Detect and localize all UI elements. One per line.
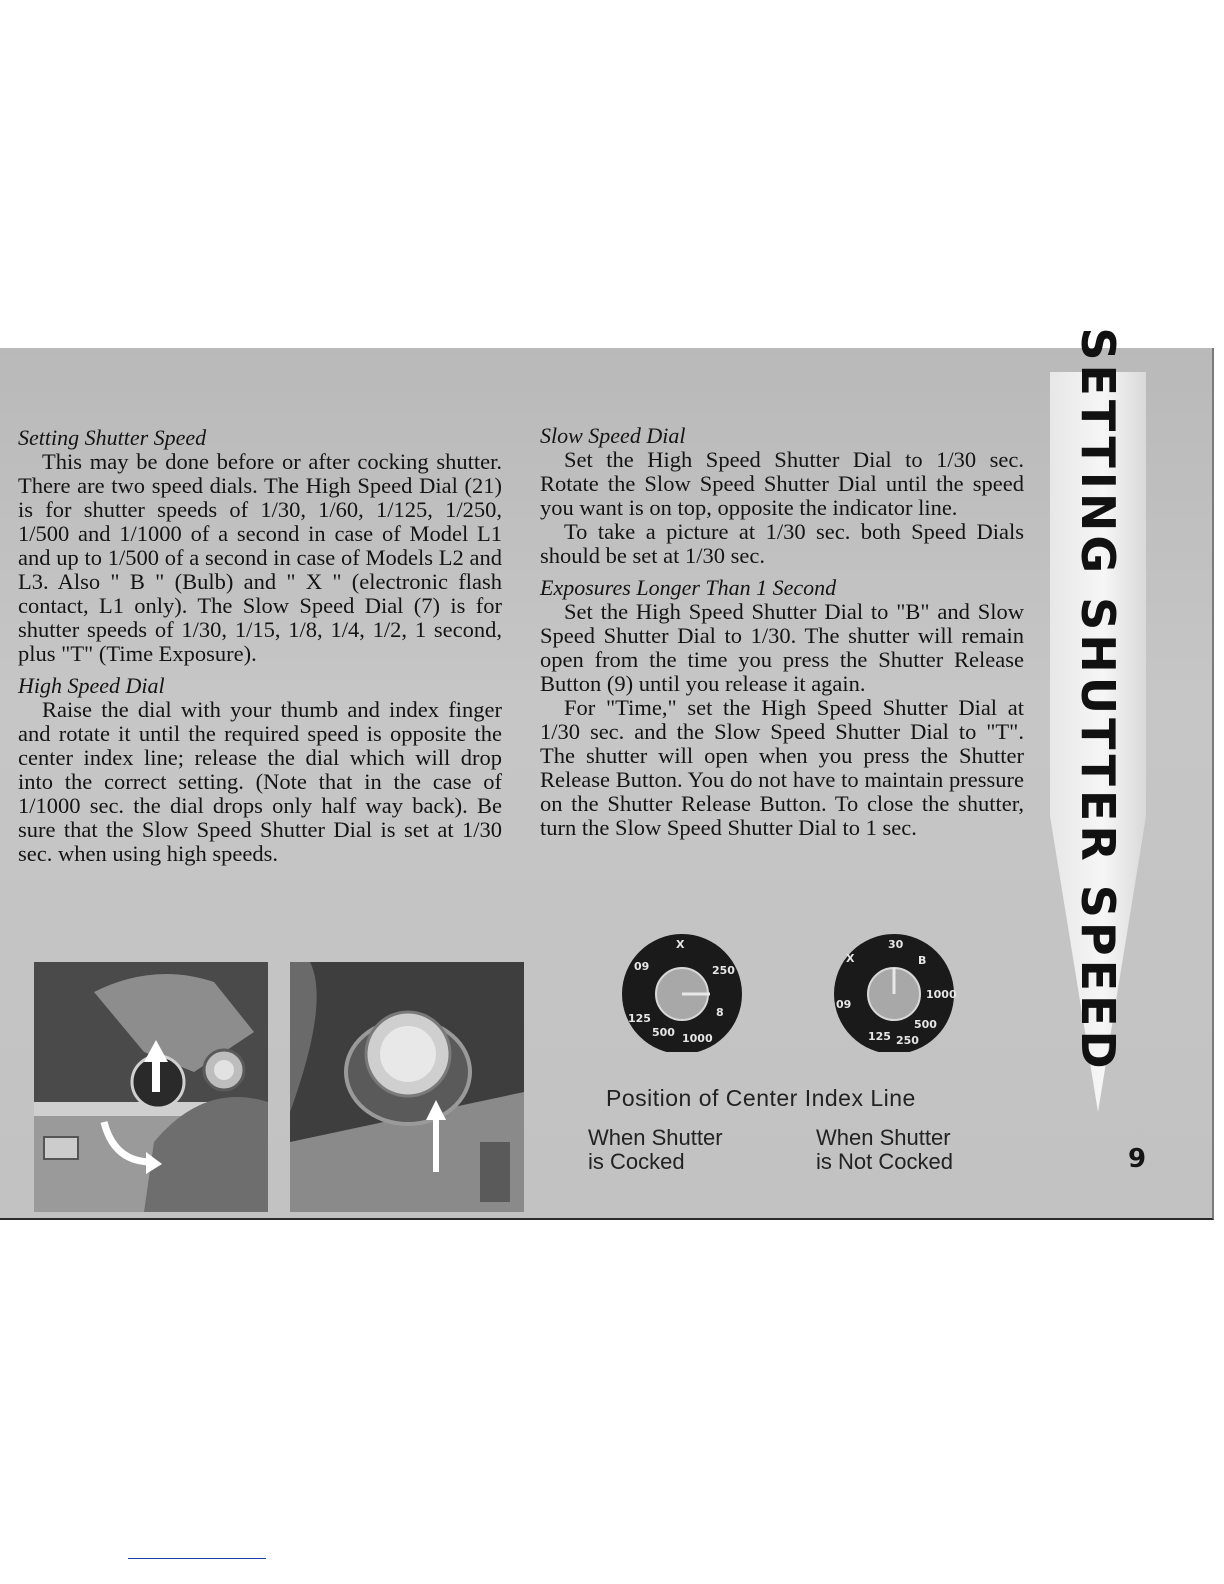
dial-not-cocked-mark: 1000	[926, 988, 957, 1001]
slow-speed-section	[540, 424, 1024, 568]
long-exposure-section	[540, 576, 1024, 840]
dial-cocked-mark: 8	[716, 1006, 724, 1019]
side-title: SETTING SHUTTER SPEED	[1071, 327, 1125, 1073]
high-speed-section	[18, 674, 502, 866]
caption-cocked-line-2: is Cocked	[588, 1149, 685, 1174]
caption-not-cocked-line-1: When Shutter	[816, 1125, 951, 1150]
slow-speed-body-1: Set the High Speed Shutter Dial to 1/30 sec. Rotate the Slow Speed Shutter Dial until the speed you want is on top, opposite the indicator line.	[540, 447, 1024, 520]
dial-cocked-mark: 125	[628, 1012, 651, 1025]
caption-not-cocked	[816, 1126, 953, 1174]
setting-body: This may be done before or after cocking shutter. There are two speed dials. The High Speed Dial (21) is for shutter speeds of 1/30, 1/60, 1/125, 1/250, 1/500 and 1/1000 of a second in case of Model L1 and up to 1/500 of a second in case of Models L2 and L3. Also " B " (Bulb) and " X " (electronic flash contact, L1 only). The Slow Speed Dial (7) is for shutter speeds of 1/30, 1/15, 1/8, 1/4, 1/2, 1 second, plus "T" (Time Exposure).	[18, 449, 502, 666]
dial-not-cocked-mark: 500	[914, 1018, 937, 1031]
caption-not-cocked-line-2: is Not Cocked	[816, 1149, 953, 1174]
caption-title: Position of Center Index Line	[606, 1085, 916, 1111]
setting-section	[18, 426, 502, 666]
dial-cocked-mark: 09	[634, 960, 650, 973]
dial-cocked-diagram	[612, 932, 752, 1057]
dial-not-cocked-mark: 30	[888, 938, 904, 951]
left-column	[18, 426, 502, 874]
camera-dial-illustration	[290, 962, 524, 1212]
dial-not-cocked-mark: 09	[836, 998, 852, 1011]
slow-speed-body-2: To take a picture at 1/30 sec. both Speed Dials should be set at 1/30 sec.	[540, 519, 1024, 568]
dial-not-cocked-mark: 125	[868, 1030, 891, 1043]
footer-rule	[128, 1558, 266, 1559]
high-speed-heading: High Speed Dial	[18, 673, 165, 698]
caption-cocked	[588, 1126, 723, 1174]
long-exposure-heading: Exposures Longer Than 1 Second	[540, 575, 837, 600]
dial-not-cocked-mark: X	[846, 952, 855, 965]
slow-speed-heading: Slow Speed Dial	[540, 423, 686, 448]
dial-cocked-mark: X	[676, 938, 685, 951]
dial-not-cocked-mark: 250	[896, 1034, 919, 1047]
photo-raising-dial	[34, 962, 268, 1212]
dial-not-cocked-diagram	[824, 932, 964, 1057]
dial-not-cocked-mark: B	[918, 954, 927, 967]
caption-cocked-line-1: When Shutter	[588, 1125, 723, 1150]
camera-hand-illustration	[34, 962, 268, 1212]
setting-heading: Setting Shutter Speed	[18, 425, 207, 450]
dial-cocked-mark: 250	[712, 964, 735, 977]
high-speed-body: Raise the dial with your thumb and index finger and rotate it until the required speed is opposite the center index line; release the dial which will drop into the correct setting. (Note that in the case of 1/1000 sec. the dial drops only half way back). Be sure that the Slow Speed Shutter Dial is set at 1/30 sec. when using high speeds.	[18, 697, 502, 866]
long-exposure-body-2: For "Time," set the High Speed Shutter Dial at 1/30 sec. and the Slow Speed Shutter Dial to "T". The shutter will open when you press the Shutter Release Button. You do not have to maintain pressure on the Shutter Release Button. To close the shutter, turn the Slow Speed Shutter Dial to 1 sec.	[540, 695, 1024, 840]
right-column	[540, 424, 1024, 848]
dial-cocked-mark: 1000	[682, 1032, 713, 1045]
photo-dial-dropped	[290, 962, 524, 1212]
dial-cocked-mark: 500	[652, 1026, 675, 1039]
long-exposure-body-1: Set the High Speed Shutter Dial to "B" and Slow Speed Shutter Dial to 1/30. The shutter will remain open from the time you press the Shutter Release Button (9) until you release it again.	[540, 599, 1024, 696]
page-number: 9	[1128, 1144, 1147, 1174]
